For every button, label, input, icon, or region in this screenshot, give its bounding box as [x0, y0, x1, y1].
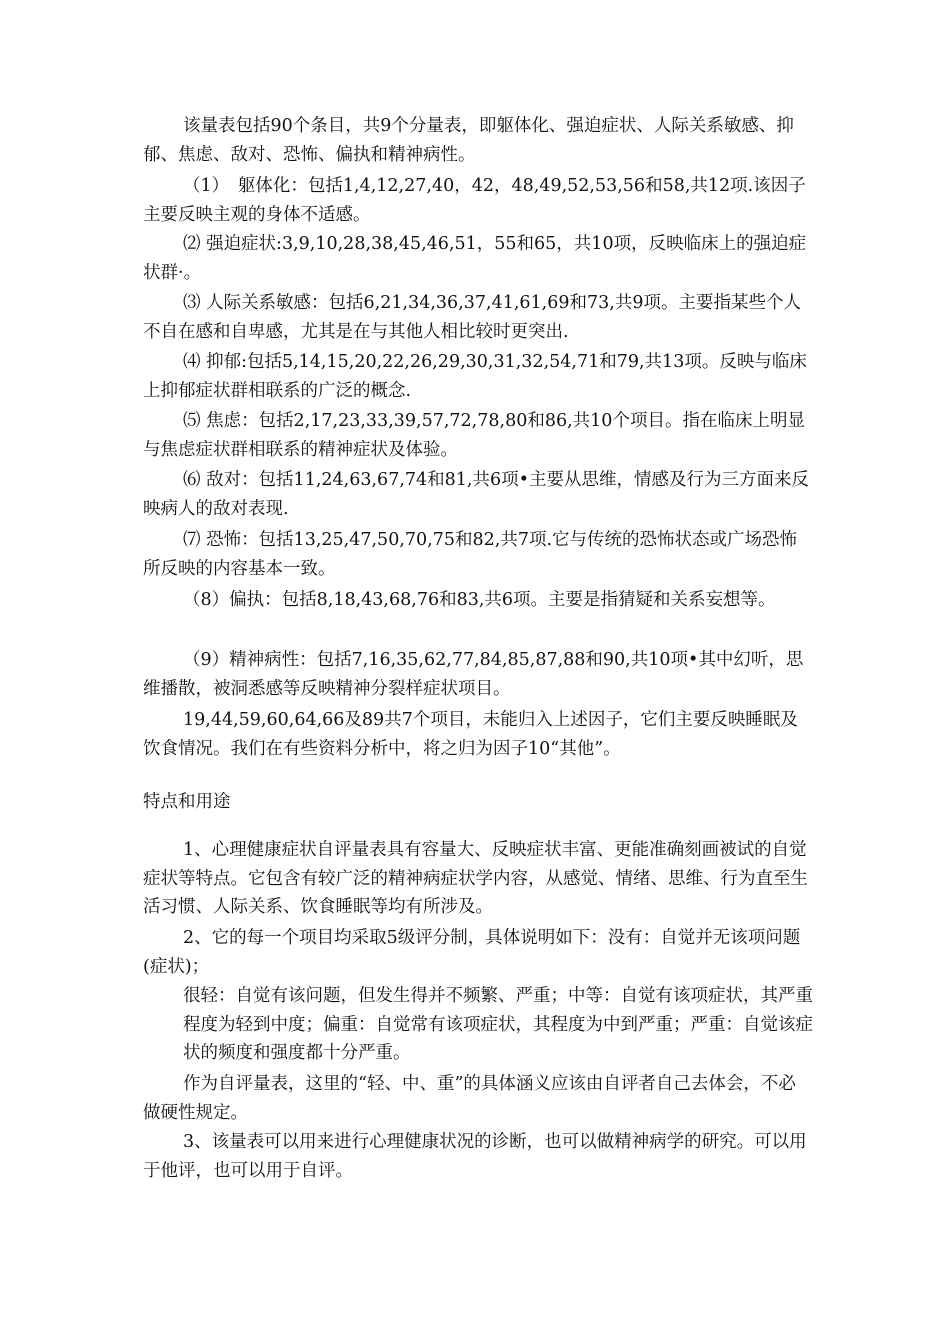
rating-scale-detail: 很轻：自觉有该问题，但发生得并不频繁、严重；中等：自觉有该项症状，其严重程度为轻到中度；偏重：自觉常有该项症状，其程度为中到严重；严重：自觉该症状的频度和强度都十分严重。	[183, 986, 813, 1063]
factor-8-paragraph: （8）偏执：包括8,18,43,68,76和83,共6项。主要是指猜疑和关系妄想等。	[183, 590, 776, 610]
section-heading: 特点和用途	[143, 792, 231, 812]
other-factor-paragraph: 19,44,59,60,64,66及89共7个项目，未能归入上述因子，它们主要反映睡眠及饮食情况。我们在有些资料分析中，将之归为因子10“其他”。	[143, 710, 798, 759]
self-rating-note-paragraph: 作为自评量表，这里的“轻、中、重”的具体涵义应该由自评者自己去体会，不必做硬性规定。	[143, 1074, 796, 1123]
feature-2-paragraph: 2、它的每一个项目均采取5级评分制，具体说明如下：没有：自觉并无该项问题(症状)；	[143, 928, 801, 977]
factor-9-paragraph: （9）精神病性：包括7,16,35,62,77,84,85,87,88和90,共10项•其中幻听，思维播散，被洞悉感等反映精神分裂样症状项目。	[143, 650, 804, 699]
factor-5-paragraph: ⑸ 焦虑：包括2,17,23,33,39,57,72,78,80和86,共10个项目。指在临床上明显与焦虑症状群相联系的精神症状及体验。	[143, 411, 805, 460]
feature-1-paragraph: 1、心理健康症状自评量表具有容量大、反映症状丰富、更能准确刻画被试的自觉症状等特点。它包含有较广泛的精神病症状学内容，从感觉、情绪、思维、行为直至生活习惯、人际关系、饮食睡眠等均有所涉及。	[143, 840, 808, 917]
factor-2-paragraph: ⑵ 强迫症状:3,9,10,28,38,45,46,51，55和65，共10项，反映临床上的强迫症状群·。	[143, 234, 807, 283]
intro-paragraph: 该量表包括90个条目，共9个分量表，即躯体化、强迫症状、人际关系敏感、抑郁、焦虑、敌对、恐怖、偏执和精神病性。	[143, 116, 794, 165]
factor-1-paragraph: （1） 躯体化：包括1,4,12,27,40，42，48,49,52,53,56和58,共12项.该因子主要反映主观的身体不适感。	[143, 176, 806, 225]
feature-3-paragraph: 3、该量表可以用来进行心理健康状况的诊断，也可以做精神病学的研究。可以用于他评，也可以用于自评。	[143, 1132, 807, 1181]
factor-6-paragraph: ⑹ 敌对：包括11,24,63,67,74和81,共6项•主要从思维，情感及行为三方面来反映病人的敌对表现.	[143, 470, 809, 519]
factor-3-paragraph: ⑶ 人际关系敏感：包括6,21,34,36,37,41,61,69和73,共9项。主要指某些个人不自在感和自卑感，尤其是在与其他人相比较时更突出.	[143, 293, 801, 342]
factor-4-paragraph: ⑷ 抑郁:包括5,14,15,20,22,26,29,30,31,32,54,71和79,共13项。反映与临床上抑郁症状群相联系的广泛的概念.	[143, 352, 807, 401]
factor-7-paragraph: ⑺ 恐怖：包括13,25,47,50,70,75和82,共7项.它与传统的恐怖状态或广场恐怖所反映的内容基本一致。	[143, 530, 798, 579]
